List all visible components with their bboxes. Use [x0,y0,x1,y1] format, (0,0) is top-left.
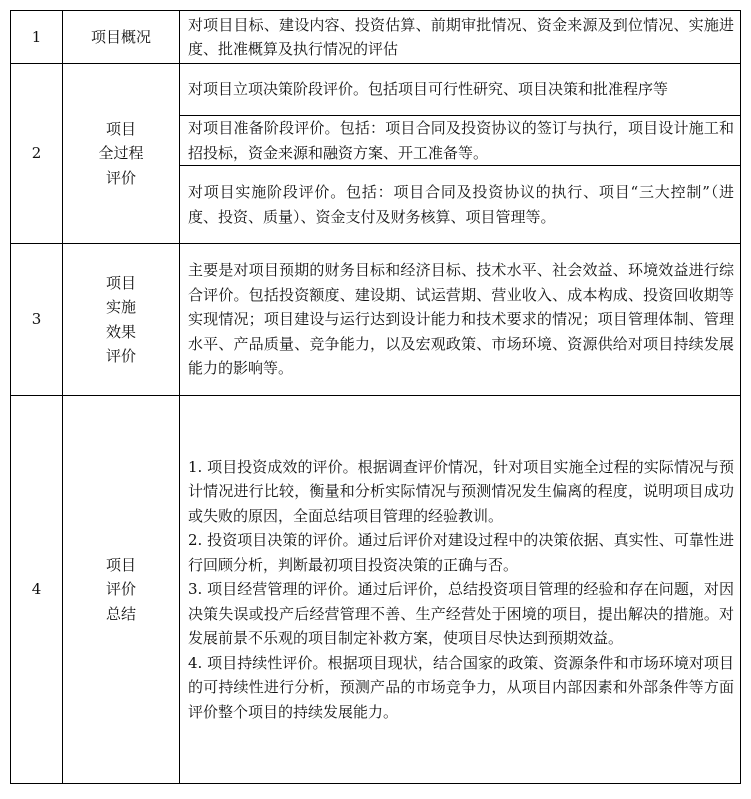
description-cell: 对项目实施阶段评价。包括：项目合同及投资协议的执行、项目“三大控制”（进度、投资、质量）、资金支付及财务核算、项目管理等。 [180,166,741,244]
table-row [11,11,741,64]
summary-paragraph: 2. 投资项目决策的评价。通过后评价对建设过程中的决策依据、真实性、可靠性进行回顾分析，判断最初项目投资决策的正确与否。 [188,531,734,574]
table-row [11,244,741,396]
category-label: 评价 [105,347,136,365]
category-label: 实施 [105,298,136,316]
row-number: 2 [11,64,63,244]
description-cell: 对项目准备阶段评价。包括：项目合同及投资协议的签订与执行，项目设计施工和招投标，资金来源和融资方案、开工准备等。 [180,116,741,166]
category-cell [63,64,180,244]
category-label: 评价 [105,580,136,599]
category-cell [63,11,180,64]
category-label: 总结 [105,604,136,623]
row-number: 4 [11,396,63,784]
table-row [11,64,741,116]
evaluation-table [10,10,741,784]
description-cell: 对项目立项决策阶段评价。包括项目可行性研究、项目决策和批准程序等 [180,64,741,116]
category-label: 效果 [105,322,136,341]
category-cell [63,244,180,396]
category-label: 项目概况 [90,27,151,46]
category-label: 全过程 [98,144,144,163]
row-number: 1 [11,11,63,64]
description-cell: 对项目目标、建设内容、投资估算、前期审批情况、资金来源及到位情况、实施进度、批准概算及执行情况的评估 [180,11,741,64]
row-number: 3 [11,244,63,396]
category-label: 项目 [105,119,136,138]
category-label: 项目 [105,555,136,574]
summary-paragraph: 4. 项目持续性评价。根据项目现状，结合国家的政策、资源条件和市场环境对项目的可持续性进行分析，预测产品的市场竞争力，从项目内部因素和外部条件等方面评价整个项目的持续发展能力。 [188,653,734,721]
category-label: 项目 [105,273,136,292]
description-cell [180,396,741,784]
table-row [11,396,741,784]
summary-paragraph: 1. 项目投资成效的评价。根据调查评价情况，针对项目实施全过程的实际情况与预计情况进行比较，衡量和分析实际情况与预测情况发生偏离的程度，说明项目成功或失败的原因，全面总结项目管理的经验教训。 [188,457,734,525]
category-label: 评价 [105,168,136,187]
summary-paragraph: 3. 项目经营管理的评价。通过后评价，总结投资项目管理的经验和存在问题，对因决策失误或投产后经营管理不善、生产经营处于困境的项目，提出解决的措施。对发展前景不乐观的项目制定补救方案，使项目尽快达到预期效益。 [188,580,734,648]
description-cell: 主要是对项目预期的财务目标和经济目标、技术水平、社会效益、环境效益进行综合评价。包括投资额度、建设期、试运营期、营业收入、成本构成、投资回收期等实现情况；项目建设与运行达到设计能力和技术要求的情况；项目管理体制、管理水平、产品质量、竞争能力，以及宏观政策、市场环境、资源供给对项目持续发展能力的影响等。 [180,244,741,396]
category-cell [63,396,180,784]
